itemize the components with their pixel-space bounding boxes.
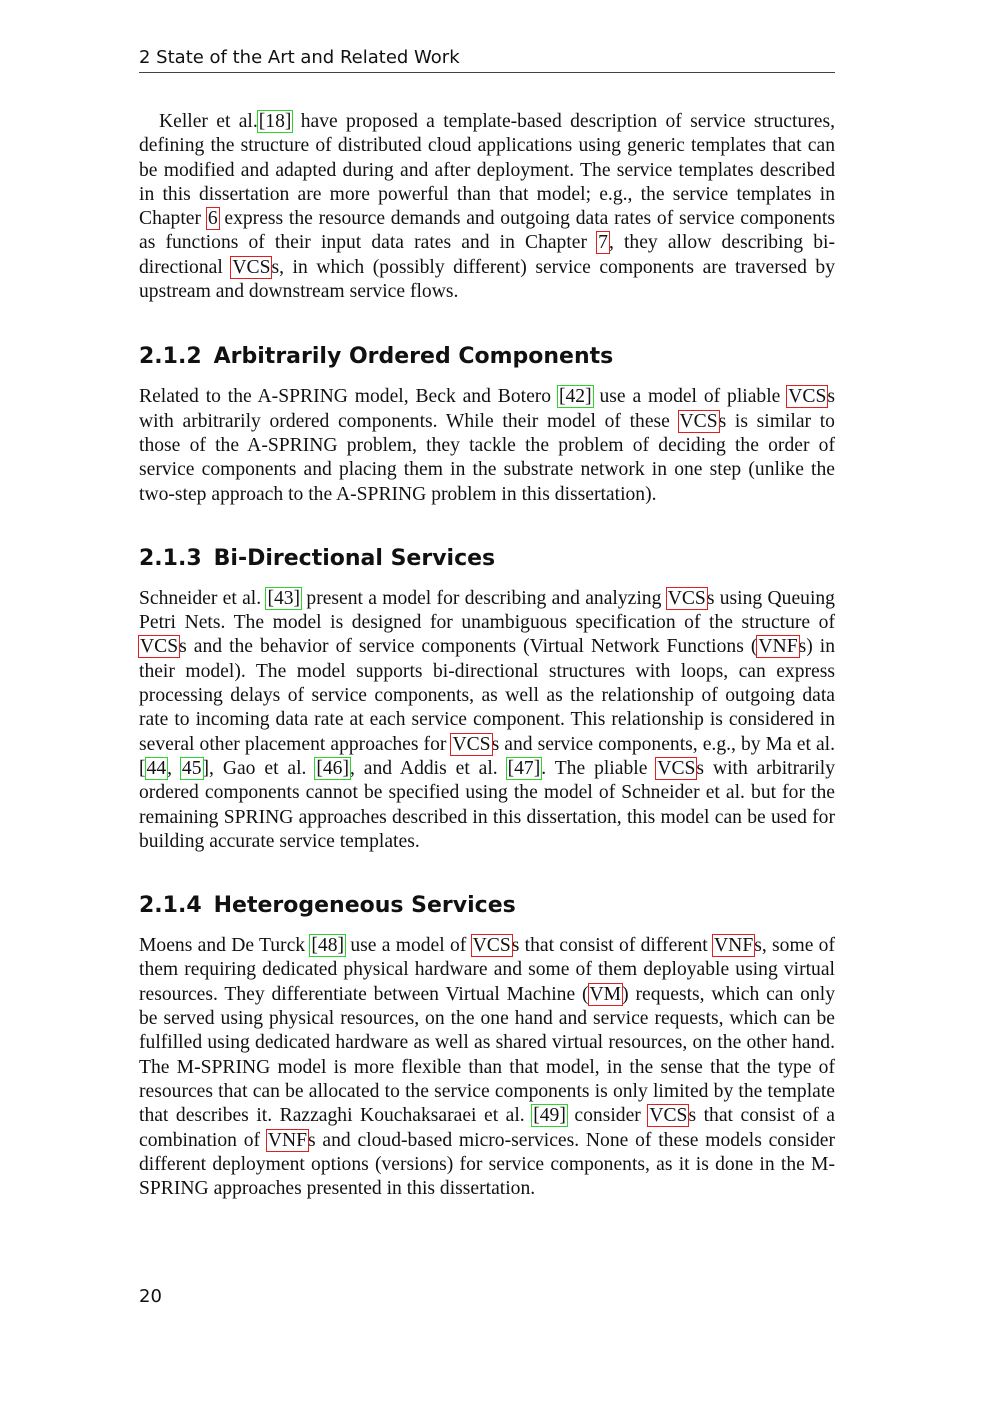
text: ], Gao et al. [202,757,316,779]
acronym-link[interactable]: VM [589,983,622,1005]
citation-link[interactable]: [43] [267,587,301,609]
text: use a model of [345,935,472,957]
text: Keller et al. [159,111,258,132]
section-heading-2-1-4 [139,892,835,920]
text: use a model of pliable [592,386,788,408]
acronym-link[interactable]: VCS [472,935,511,957]
text: s) in their model). The model supports bi-directional structures with loops, can express processing delays of service components, as well as the relationship of outgoing data rate to incoming data rate at each service component. This relationship is considered in several other placement approaches for [139,636,835,755]
citation-link[interactable]: [47] [507,757,541,779]
section-title: Heterogeneous Services [213,893,516,919]
acronym-link[interactable]: VNF [758,636,798,658]
acronym-link[interactable]: VCS [649,1105,688,1127]
text: s that consist of a combination of [139,1105,835,1151]
text: s is similar to those of the A-SPRING problem, they tackle the problem of deciding the order of service components and placing them in the substrate network in one step (unlike the two-step approach to the A-SPRING problem in this dissertation). [139,410,835,505]
citation-link[interactable]: 44 [146,757,167,779]
main-content [139,110,835,1201]
text: consider [566,1105,649,1127]
text: s that consist of different [511,935,714,957]
section-title: Bi-Directional Services [213,545,496,571]
acronym-link[interactable]: VNF [267,1129,308,1151]
text: s and service components, e.g., by Ma et al. [ [139,733,836,779]
citation-link[interactable]: [48] [311,935,345,957]
running-header: 2 State of the Art and Related Work [139,46,835,73]
chapter-link[interactable]: 6 [207,208,218,230]
text: . The pliable [541,757,657,779]
section-number: 2.1.4 [139,893,202,919]
text: ) requests, which can only be served using physical resources, on the one hand and service requests, which can be fulfilled using dedicated hardware as well as shared virtual resources, on the other hand. The M-SPRING model is more flexible than that model, in the sense that the type of resources that can be allocated to the service components is only limited by the template that describes it. Razzaghi Kouchaksaraei et al. [139,983,836,1127]
citation-link[interactable]: [46] [316,757,350,779]
citation-link[interactable]: [49] [533,1105,566,1127]
text: s and the behavior of service components (Virtual Network Functions ( [179,636,758,658]
paragraph-2-1-2 [139,385,835,506]
acronym-link[interactable]: VCS [667,587,706,609]
text: s with arbitrarily ordered components. While their model of these [139,386,835,432]
page-number: 20 [139,1286,162,1307]
acronym-link[interactable]: VCS [452,733,491,755]
text: s, in which (possibly different) service components are traversed by upstream and downstream service flows. [139,256,836,303]
acronym-link[interactable]: VCS [657,757,696,779]
acronym-link[interactable]: VCS [679,410,718,432]
section-heading-2-1-3 [139,545,835,573]
text: s, some of them requiring dedicated physical hardware and some of them deployable using virtual resources. They differentiate between Virtual Machine ( [139,935,835,1005]
section-number: 2.1.2 [139,344,202,370]
text: Moens and De Turck [139,935,311,957]
acronym-link[interactable]: VNF [714,935,754,957]
text: present a model for describing and analyzing [301,587,667,609]
text: have proposed a template-based description of service structures, defining the structure of distributed cloud applications using generic templates that can be modified and adapted during and after deployment. The service templates described in this dissertation are more powerful than that model; e.g., the service templates in Chapter [139,111,835,230]
paragraph-2-1-3 [139,587,835,854]
section-title: Arbitrarily Ordered Components [213,344,614,370]
citation-link[interactable]: 45 [181,757,202,779]
acronym-link[interactable]: VCS [232,256,271,278]
citation-link[interactable]: [18] [258,111,292,132]
text: , [167,757,181,779]
text: , and Addis et al. [350,757,507,779]
acronym-link[interactable]: VCS [140,636,179,658]
chapter-link[interactable]: 7 [598,232,608,254]
section-number: 2.1.3 [139,545,202,571]
text: , they allow describing bi-directional [139,232,835,278]
text: express the resource demands and outgoing data rates of service components as functions of their input data rates and in Chapter [139,208,835,254]
text: Related to the A-SPRING model, Beck and Botero [139,386,558,408]
citation-link[interactable]: [42] [558,386,592,408]
acronym-link[interactable]: VCS [788,386,827,408]
intro-paragraph [139,110,835,304]
text: s with arbitrarily ordered components cannot be specified using the model of Schneider et al. but for the remaining SPRING approaches described in this dissertation, this model can be used for building accurate service templates. [139,757,836,852]
section-heading-2-1-2 [139,343,835,371]
text: Schneider et al. [139,587,267,609]
text: s and cloud-based micro-services. None of these models consider different deployment options (versions) for service components, as it is done in the M-SPRING approaches presented in this dissertation. [139,1129,835,1200]
text: s using Queuing Petri Nets. The model is designed for unambiguous specification of the structure of [139,587,835,634]
paragraph-2-1-4 [139,934,835,1201]
